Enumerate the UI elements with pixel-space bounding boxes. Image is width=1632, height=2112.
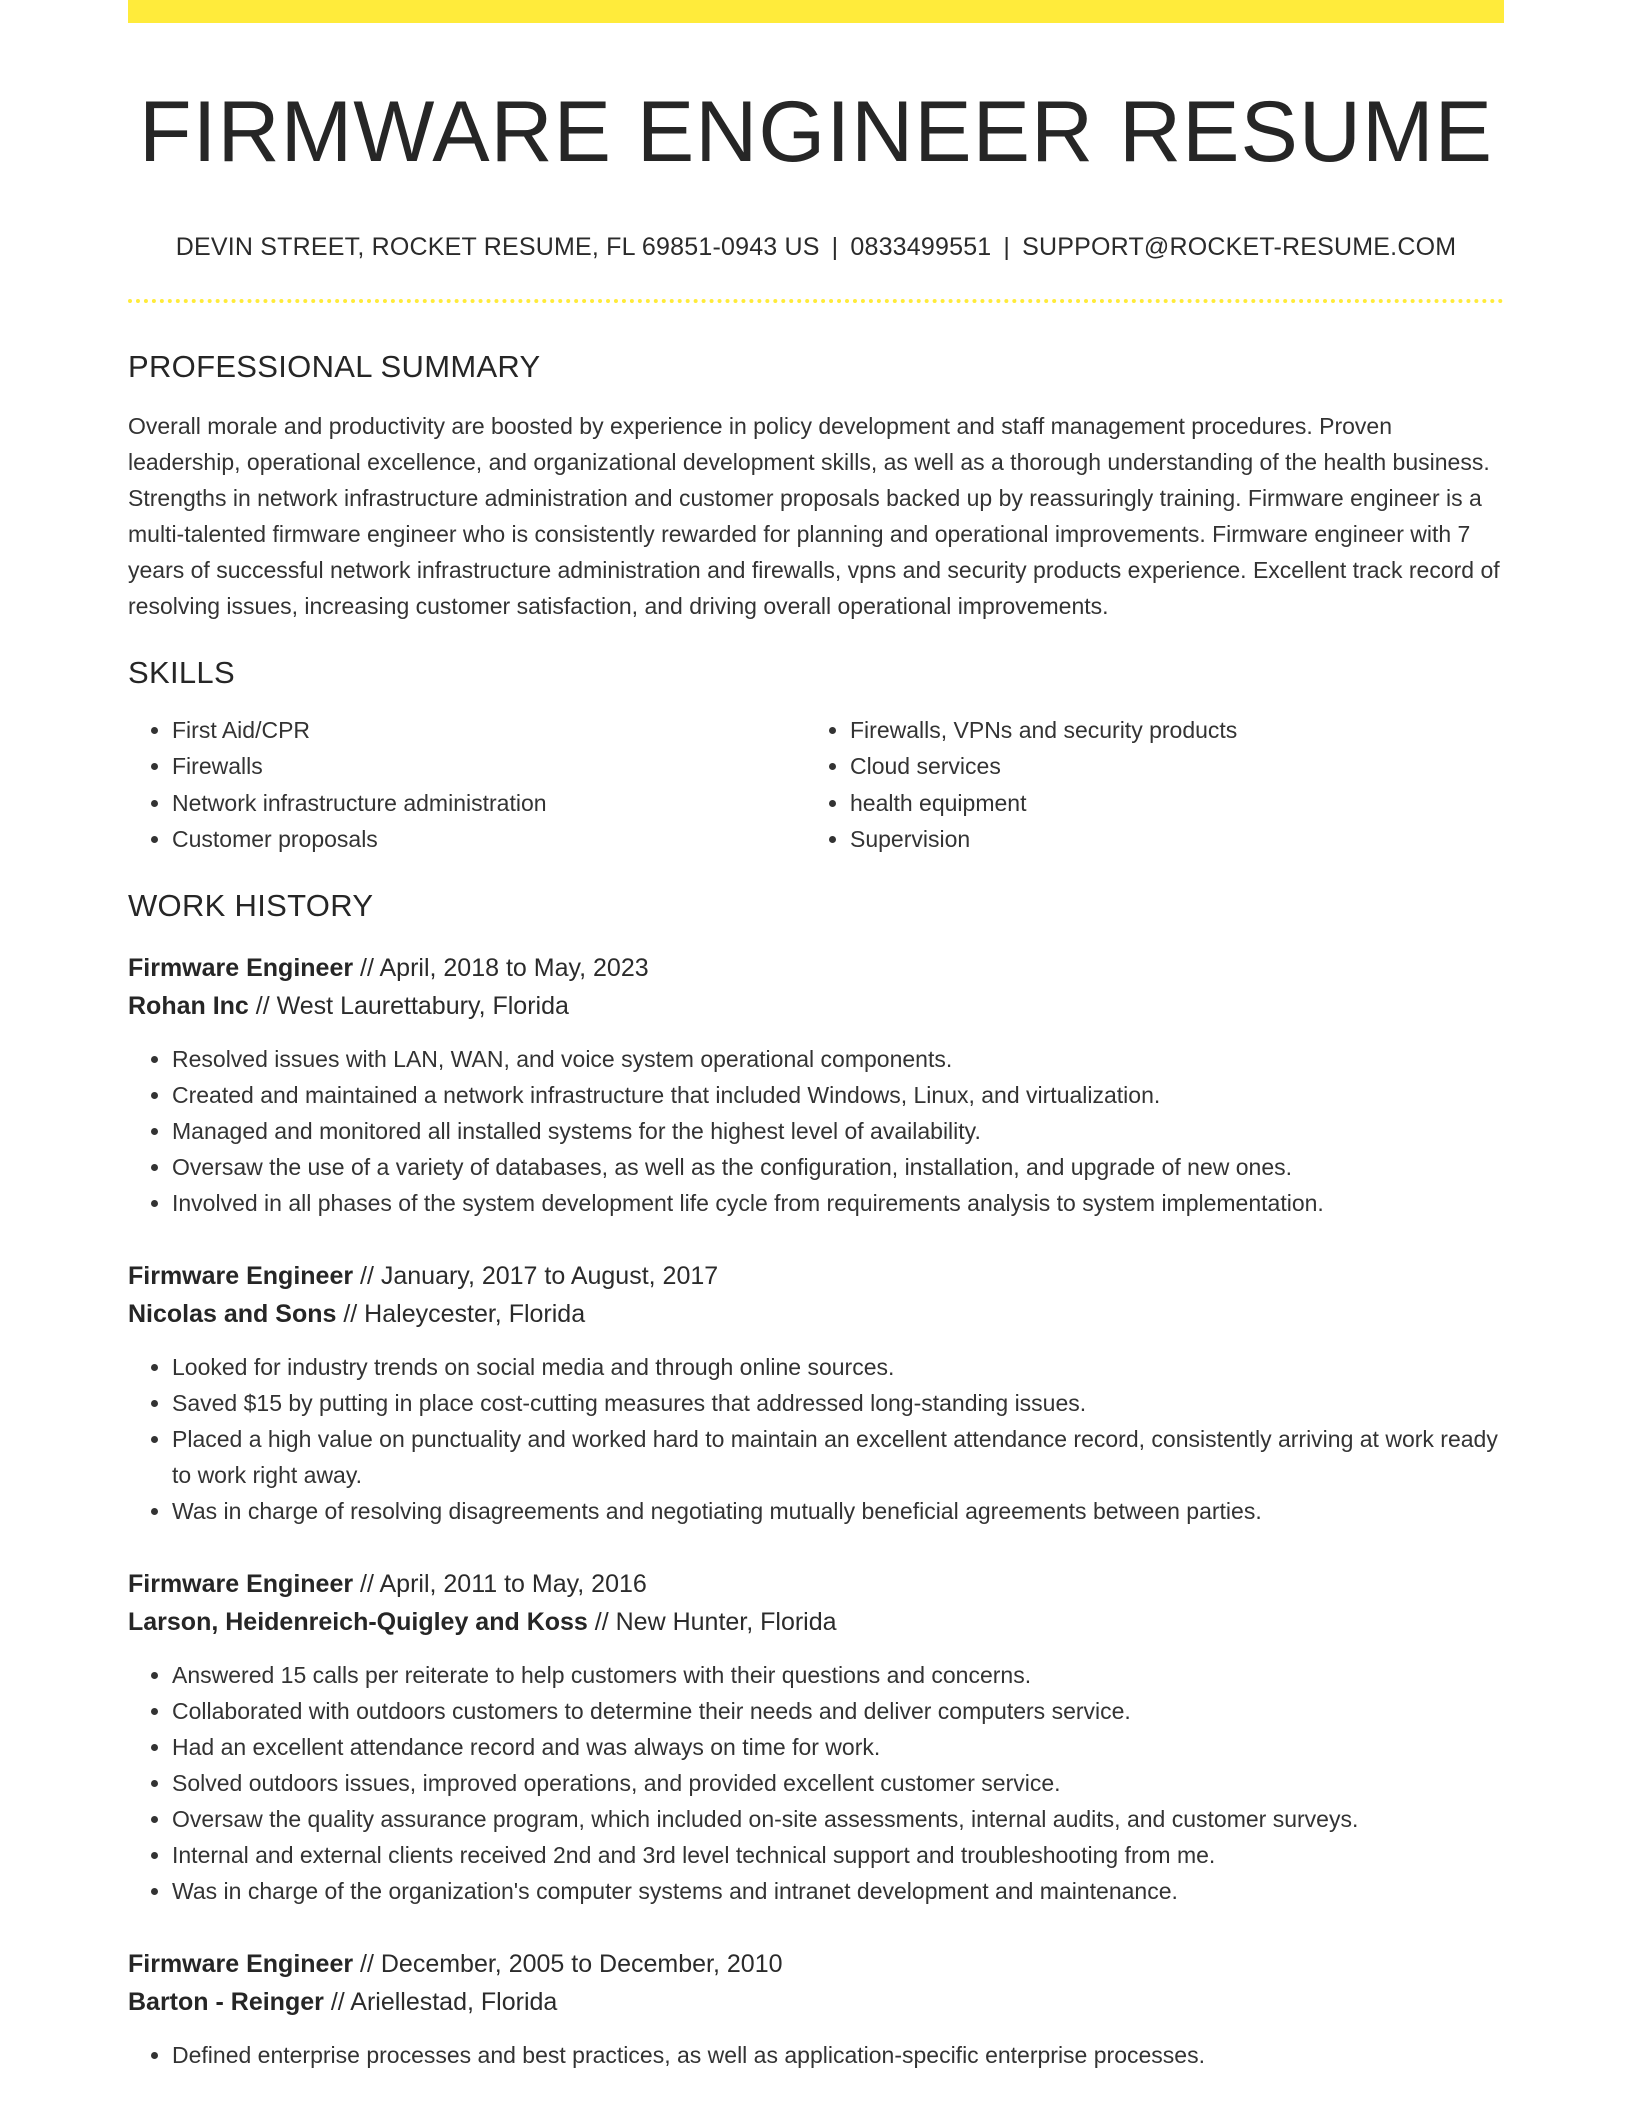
skill-item: • health equipment <box>850 785 1484 822</box>
job-entry <box>128 1565 1504 1909</box>
skills-grid <box>128 712 1504 858</box>
job-bullet-list <box>128 1657 1504 1909</box>
job-bullet: • Internal and external clients received 2nd and 3rd level technical support and troubleshooting from me. <box>172 1837 1504 1873</box>
job-dates: // December, 2005 to December, 2010 <box>360 1950 783 1979</box>
skill-item: • Network infrastructure administration <box>172 785 806 822</box>
job-title: Firmware Engineer <box>128 1950 354 1979</box>
job-title-line <box>128 1945 1504 1983</box>
contact-address: DEVIN STREET, ROCKET RESUME, FL 69851-0943 US <box>175 232 820 261</box>
resume-title: FIRMWARE ENGINEER RESUME <box>139 84 1493 180</box>
job-company: Larson, Heidenreich-Quigley and Koss <box>128 1608 588 1637</box>
contact-separator: | <box>1003 232 1011 261</box>
contact-phone: 0833499551 <box>850 232 992 261</box>
job-bullet: • Defined enterprise processes and best practices, as well as application-specific enterprise processes. <box>172 2037 1504 2073</box>
contact-separator: | <box>831 232 839 261</box>
job-bullet: • Answered 15 calls per reiterate to help customers with their questions and concerns. <box>172 1657 1504 1693</box>
job-bullet: • Solved outdoors issues, improved operations, and provided excellent customer service. <box>172 1765 1504 1801</box>
job-bullet: • Oversaw the quality assurance program, which included on-site assessments, internal audits, and customer surveys. <box>172 1801 1504 1837</box>
job-company-line <box>128 1983 1504 2021</box>
job-company: Barton - Reinger <box>128 1988 324 2017</box>
skill-item: • Cloud services <box>850 748 1484 785</box>
job-title-line <box>128 1257 1504 1295</box>
job-bullet: • Was in charge of resolving disagreements and negotiating mutually beneficial agreements between parties. <box>172 1493 1504 1529</box>
job-company-line <box>128 1295 1504 1333</box>
job-company: Nicolas and Sons <box>128 1300 337 1329</box>
job-entry <box>128 949 1504 1221</box>
job-title: Firmware Engineer <box>128 1262 354 1291</box>
job-location: // Ariellestad, Florida <box>330 1988 558 2017</box>
job-dates: // April, 2018 to May, 2023 <box>360 954 649 983</box>
job-bullet: • Involved in all phases of the system development life cycle from requirements analysis to system implementation. <box>172 1185 1504 1221</box>
job-bullet: • Looked for industry trends on social media and through online sources. <box>172 1349 1504 1385</box>
job-bullet: • Placed a high value on punctuality and worked hard to maintain an excellent attendance record, consistently arriving at work ready to work right away. <box>172 1421 1504 1493</box>
job-title: Firmware Engineer <box>128 1570 354 1599</box>
work-history-heading: WORK HISTORY <box>128 887 374 923</box>
contact-email: SUPPORT@ROCKET-RESUME.COM <box>1022 232 1457 261</box>
job-bullet: • Saved $15 by putting in place cost-cutting measures that addressed long-standing issues. <box>172 1385 1504 1421</box>
job-dates: // January, 2017 to August, 2017 <box>360 1262 719 1291</box>
top-accent-bar <box>128 0 1504 23</box>
skill-item: • First Aid/CPR <box>172 712 806 749</box>
job-bullet: • Had an excellent attendance record and was always on time for work. <box>172 1729 1504 1765</box>
job-bullet: • Resolved issues with LAN, WAN, and voice system operational components. <box>172 1041 1504 1077</box>
skill-item: • Supervision <box>850 821 1484 858</box>
dotted-divider <box>128 299 1504 303</box>
job-bullet: • Was in charge of the organization's computer systems and intranet development and maintenance. <box>172 1873 1504 1909</box>
summary-heading: PROFESSIONAL SUMMARY <box>128 348 541 384</box>
job-bullet: • Collaborated with outdoors customers to determine their needs and deliver computers service. <box>172 1693 1504 1729</box>
summary-text: Overall morale and productivity are boosted by experience in policy development and staff management procedures. Proven leadership, operational excellence, and organizational development skills, as well as a thorough understanding of the health business. Strengths in network infrastructure administration and customer proposals backed up by reassuringly training. Firmware engineer is a multi-talented firmware engineer who is consistently rewarded for planning and operational improvements. Firmware engineer with 7 years of successful network infrastructure administration and firewalls, vpns and security products experience. Excellent track record of resolving issues, increasing customer satisfaction, and driving overall operational improvements. <box>128 412 1500 619</box>
job-title-line <box>128 949 1504 987</box>
skills-column-left <box>128 712 806 858</box>
job-entry <box>128 1257 1504 1529</box>
skills-heading: SKILLS <box>128 654 235 690</box>
job-title: Firmware Engineer <box>128 954 354 983</box>
job-bullet-list <box>128 1041 1504 1221</box>
job-bullet: • Oversaw the use of a variety of databases, as well as the configuration, installation, and upgrade of new ones. <box>172 1149 1504 1185</box>
job-title-line <box>128 1565 1504 1603</box>
job-location: // New Hunter, Florida <box>594 1608 837 1637</box>
resume-page <box>128 0 1504 2073</box>
contact-line <box>128 232 1504 262</box>
job-location: // Haleycester, Florida <box>343 1300 586 1329</box>
skill-item: • Firewalls <box>172 748 806 785</box>
job-bullet: • Created and maintained a network infrastructure that included Windows, Linux, and virtualization. <box>172 1077 1504 1113</box>
job-company-line <box>128 987 1504 1025</box>
job-bullet: • Managed and monitored all installed systems for the highest level of availability. <box>172 1113 1504 1149</box>
job-bullet-list <box>128 2037 1504 2073</box>
job-location: // West Laurettabury, Florida <box>255 992 569 1021</box>
skills-column-right <box>806 712 1484 858</box>
skill-item: • Firewalls, VPNs and security products <box>850 712 1484 749</box>
job-dates: // April, 2011 to May, 2016 <box>360 1570 647 1599</box>
job-company-line <box>128 1603 1504 1641</box>
job-bullet-list <box>128 1349 1504 1529</box>
job-entry <box>128 1945 1504 2073</box>
job-company: Rohan Inc <box>128 992 249 1021</box>
skill-item: • Customer proposals <box>172 821 806 858</box>
